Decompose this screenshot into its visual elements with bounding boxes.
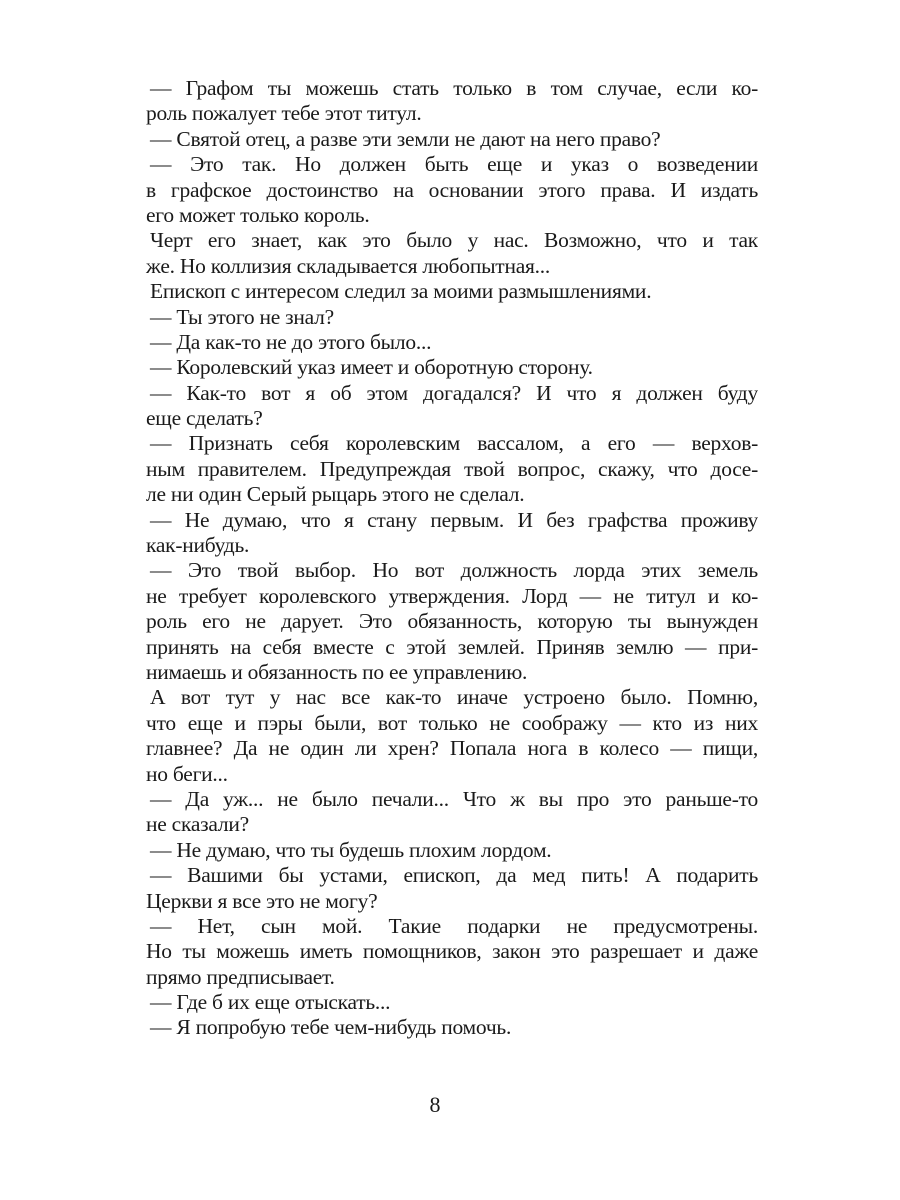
text-line: нимаешь и обязанность по ее управлению.: [146, 659, 528, 684]
text-line: — Да как-то не до этого было...: [150, 329, 432, 354]
text-line: принять на себя вместе с этой землей. Приняв землю — при-: [146, 634, 758, 659]
text-line: Но ты можешь иметь помощников, закон это разрешает и даже: [146, 939, 758, 964]
text-line: — Это так. Но должен быть еще и указ о возведении: [150, 152, 758, 177]
text-line: — Да уж... не было печали... Что ж вы про это раньше-то: [150, 786, 758, 811]
text-line: же. Но коллизия складывается любопытная...: [146, 253, 551, 278]
text-line: не сказали?: [146, 812, 249, 837]
text-line: Епископ с интересом следил за моими размышлениями.: [150, 279, 652, 304]
text-line: прямо предписывает.: [146, 964, 335, 989]
text-line: — Ты этого не знал?: [150, 304, 334, 329]
text-line: — Королевский указ имеет и оборотную сторону.: [150, 355, 593, 380]
text-line: — Не думаю, что я стану первым. И без графства проживу: [150, 507, 758, 532]
text-line: ным правителем. Предупреждая твой вопрос, скажу, что досе-: [146, 456, 758, 481]
text-line: — Святой отец, а разве эти земли не дают на него право?: [150, 126, 661, 151]
text-line: — Нет, сын мой. Такие подарки не предусмотрены.: [150, 913, 758, 938]
text-line: но беги...: [146, 761, 228, 786]
text-line: — Я попробую тебе чем-нибудь помочь.: [150, 1015, 512, 1040]
body-text: [146, 76, 758, 1041]
text-line: — Графом ты можешь стать только в том случае, если ко-: [150, 76, 758, 100]
text-line: ле ни один Серый рыцарь этого не сделал.: [146, 482, 525, 507]
text-line: Церкви я все это не могу?: [146, 888, 378, 913]
text-line: — Не думаю, что ты будешь плохим лордом.: [150, 837, 552, 862]
text-line: роль его не дарует. Это обязанность, которую ты вынужден: [146, 609, 758, 634]
text-line: главнее? Да не один ли хрен? Попала нога в колесо — пищи,: [146, 736, 758, 761]
text-line: — Признать себя королевским вассалом, а его — верхов-: [150, 431, 758, 456]
text-line: в графское достоинство на основании этого права. И издать: [146, 177, 758, 202]
text-line: — Это твой выбор. Но вот должность лорда этих земель: [150, 558, 758, 583]
text-line: еще сделать?: [146, 406, 263, 431]
text-line: Черт его знает, как это было у нас. Возможно, что и так: [150, 228, 758, 253]
text-line: что еще и пэры были, вот только не соображу — кто из них: [146, 710, 758, 735]
text-line: А вот тут у нас все как-то иначе устроено было. Помню,: [150, 685, 758, 710]
text-line: — Вашими бы устами, епископ, да мед пить! А подарить: [150, 863, 758, 888]
text-line: как-нибудь.: [146, 533, 250, 558]
page-number: 8: [429, 1092, 441, 1117]
text-line: — Как-то вот я об этом догадался? И что я должен буду: [150, 380, 758, 405]
text-line: его может только король.: [146, 202, 370, 227]
text-line: — Где б их еще отыскать...: [150, 990, 391, 1015]
text-line: роль пожалует тебе этот титул.: [146, 101, 422, 126]
text-line: не требует королевского утверждения. Лорд — не титул и ко-: [146, 583, 758, 608]
